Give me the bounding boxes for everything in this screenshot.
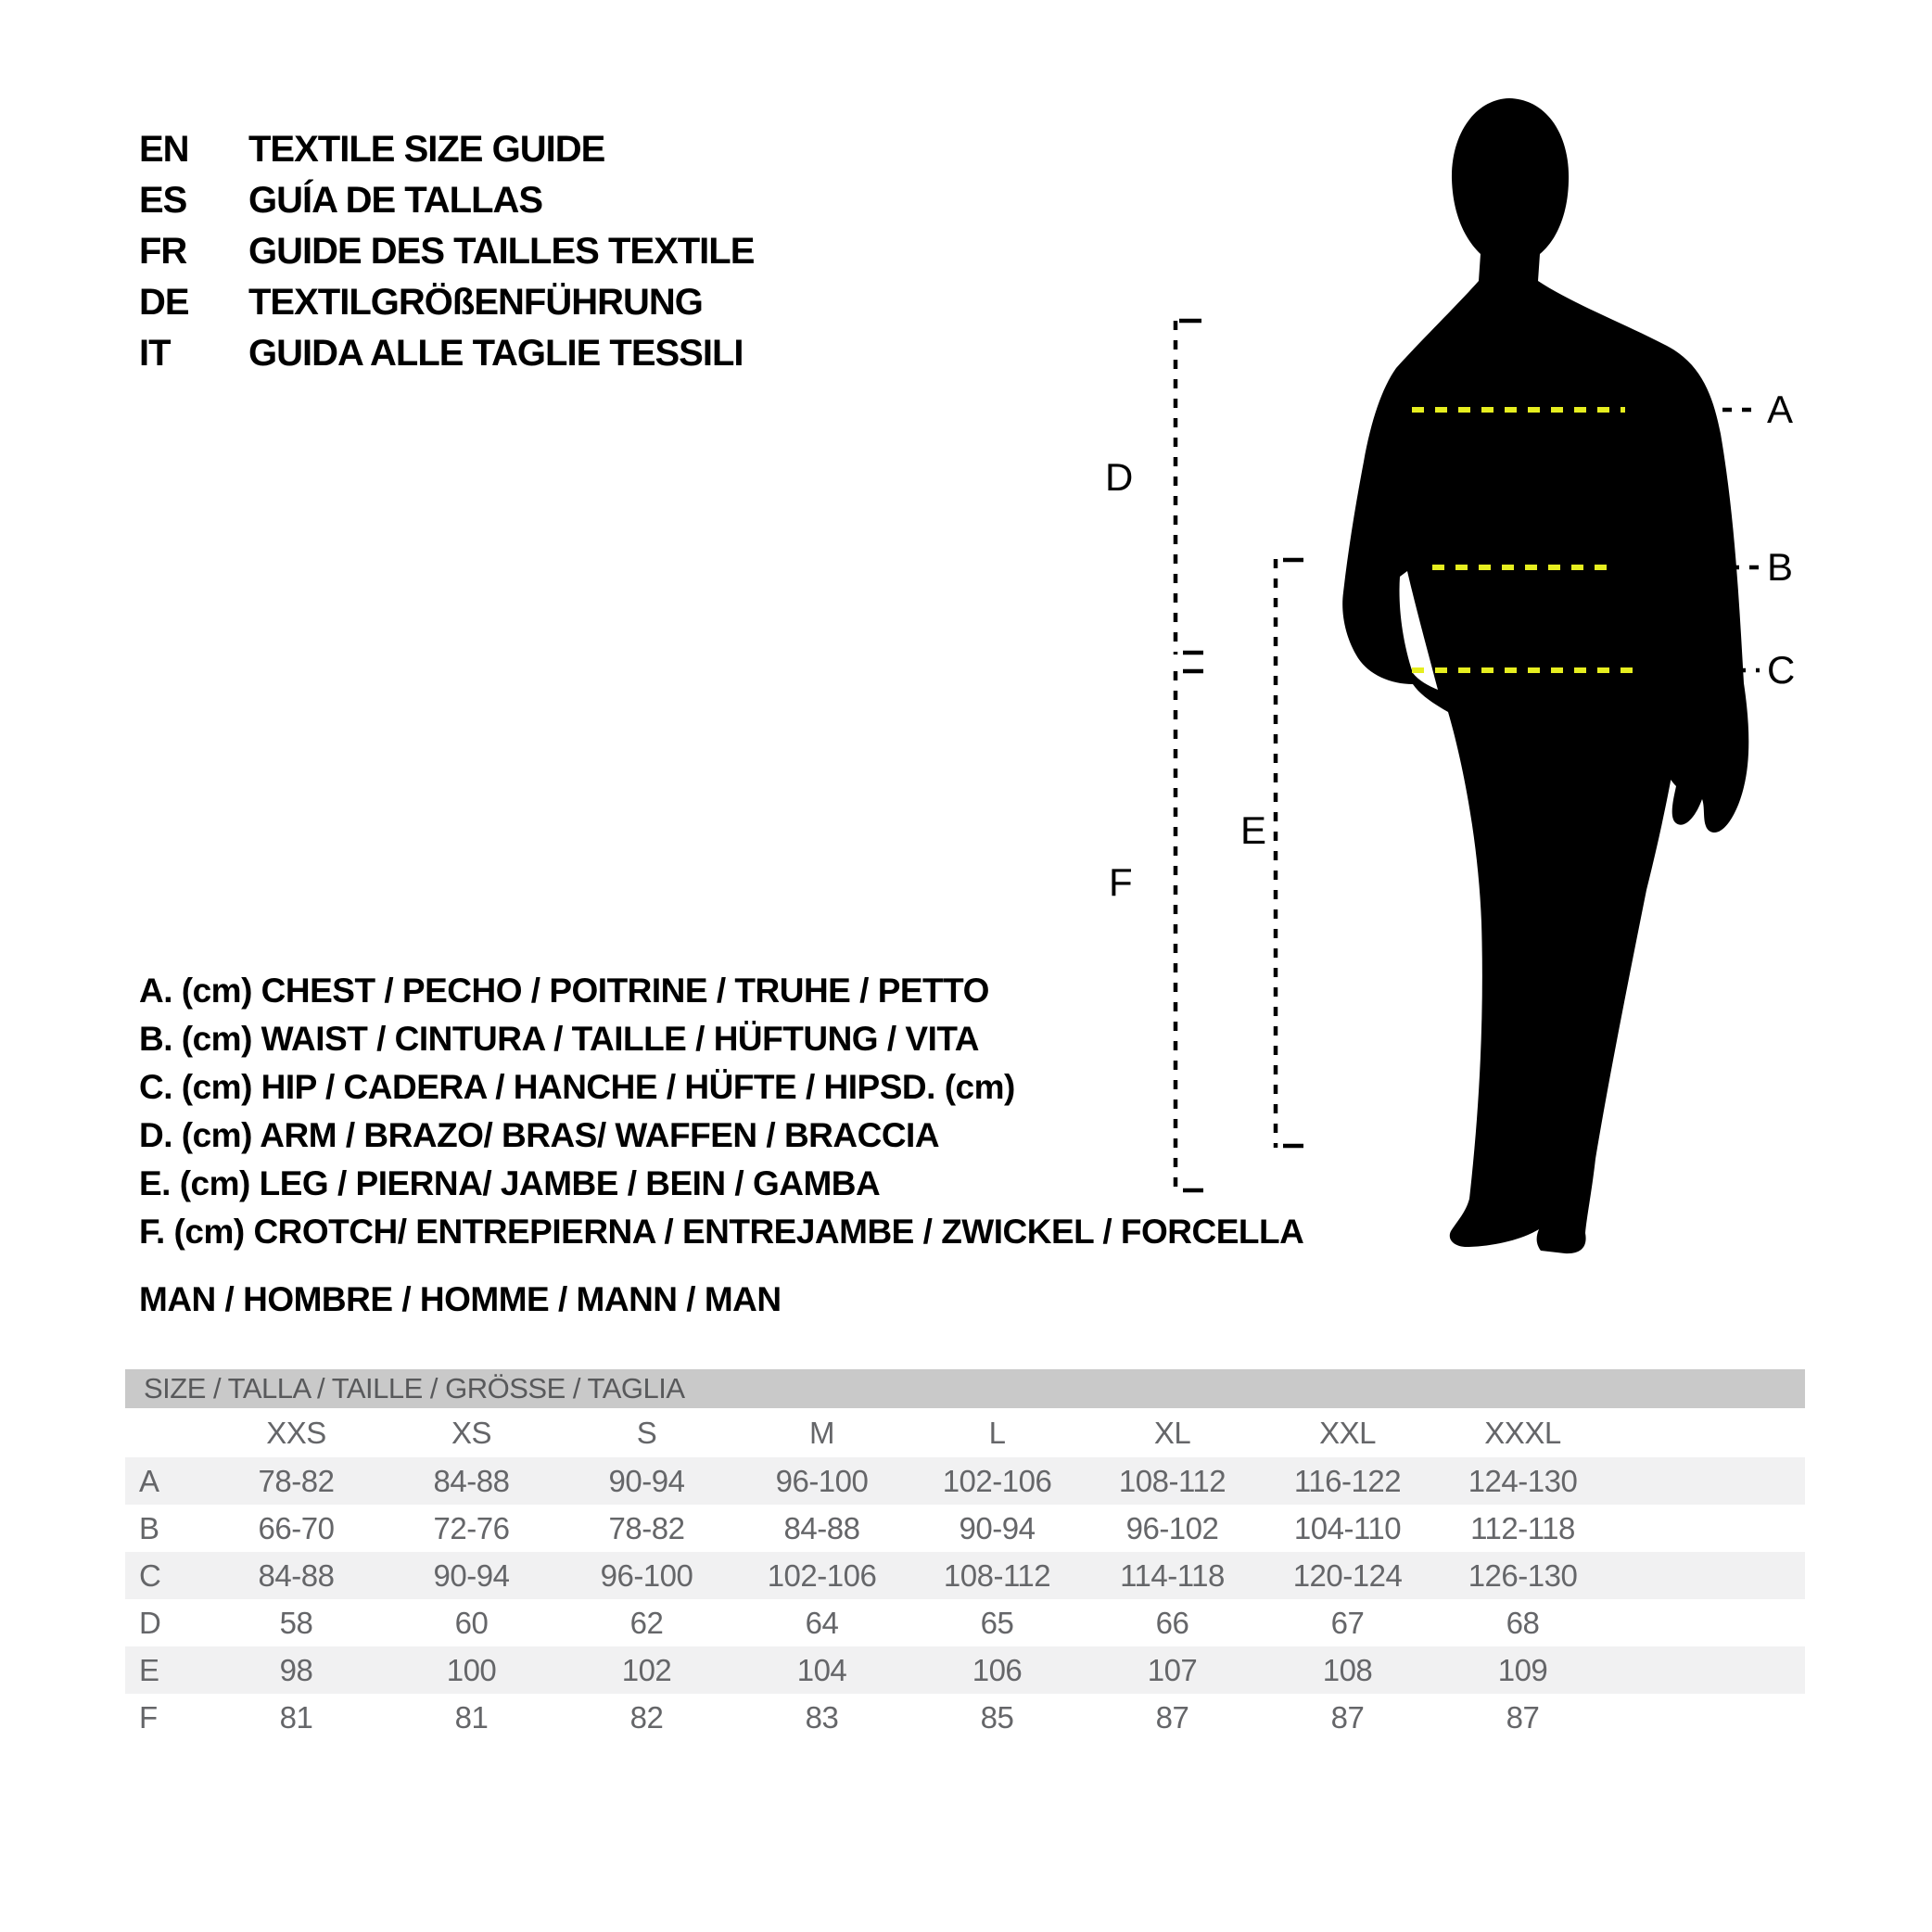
figure-label-hip: C [1767,648,1795,692]
row-label: C [139,1558,161,1593]
table-row-crotch [125,1694,1805,1741]
figure-label-waist: B [1767,545,1793,589]
table-cell-empty [1610,1457,1805,1505]
table-cell: 66 [1155,1606,1189,1640]
table-cell: 107 [1147,1653,1198,1687]
table-cell: 120-124 [1292,1558,1403,1593]
table-cell: 81 [454,1700,489,1735]
table-cell: 78-82 [258,1464,335,1498]
table-cell: 84-88 [783,1511,860,1545]
table-cell: 126-130 [1468,1558,1578,1593]
size-col-xxs: XXS [266,1416,326,1450]
size-col-xxxl: XXXL [1484,1416,1561,1450]
table-row-leg [125,1646,1805,1694]
table-cell-empty [1610,1599,1805,1646]
table-row-chest [125,1457,1805,1505]
table-cell: 66-70 [258,1511,335,1545]
table-cell: 72-76 [433,1511,510,1545]
table-cell: 108-112 [943,1558,1051,1593]
table-cell: 65 [980,1606,1014,1640]
language-code: DE [139,282,189,323]
row-label: B [139,1511,159,1545]
table-cell: 82 [629,1700,664,1735]
table-cell: 90-94 [959,1511,1036,1545]
figure-label-arm: D [1105,455,1133,499]
figure-label-chest: A [1767,388,1793,431]
legend-waist: B. (cm) WAIST / CINTURA / TAILLE / HÜFTUNG / VITA [139,1020,979,1058]
figure-label-crotch: F [1109,860,1132,904]
table-cell: 60 [454,1606,489,1640]
guide-title: TEXTILGRÖßENFÜHRUNG [248,282,703,323]
table-cell: 96-102 [1125,1511,1219,1545]
size-col-m: M [809,1416,834,1450]
guide-title: GUIDE DES TAILLES TEXTILE [248,231,755,272]
size-col-xs: XS [451,1416,492,1450]
table-cell: 58 [279,1606,313,1640]
table-cell: 81 [279,1700,313,1735]
table-cell: 87 [1506,1700,1540,1735]
table-cell: 104 [796,1653,847,1687]
table-cell: 84-88 [258,1558,335,1593]
table-cell: 106 [972,1653,1023,1687]
table-cell: 100 [446,1653,497,1687]
language-code: FR [139,231,187,272]
table-cell: 102-106 [767,1558,877,1593]
table-cell: 116-122 [1293,1464,1402,1498]
table-cell-empty [125,1408,209,1457]
size-col-xxl: XXL [1319,1416,1376,1450]
table-cell: 102-106 [942,1464,1052,1498]
table-cell: 104-110 [1293,1511,1402,1545]
table-cell: 84-88 [433,1464,510,1498]
legend-leg: E. (cm) LEG / PIERNA/ JAMBE / BEIN / GAMBA [139,1164,881,1202]
table-row-waist [125,1505,1805,1552]
table-cell: 98 [279,1653,313,1687]
size-col-l: L [988,1416,1006,1450]
table-cell: 108-112 [1118,1464,1227,1498]
table-cell: 87 [1330,1700,1365,1735]
table-cell: 67 [1330,1606,1365,1640]
size-header-row [125,1408,1805,1457]
table-cell: 78-82 [608,1511,685,1545]
legend-chest: A. (cm) CHEST / PECHO / POITRINE / TRUHE / PETTO [139,972,989,1010]
size-col-s: S [636,1416,657,1450]
table-cell-empty [1610,1646,1805,1694]
table-row-arm [125,1599,1805,1646]
table-cell: 96-100 [775,1464,869,1498]
table-cell: 62 [629,1606,664,1640]
table-cell: 83 [805,1700,839,1735]
language-code: EN [139,129,189,170]
guide-title: GUIDA ALLE TAGLIE TESSILI [248,333,744,374]
size-col-xl: XL [1153,1416,1191,1450]
table-cell: 124-130 [1468,1464,1578,1498]
table-cell: 112-118 [1470,1511,1575,1545]
row-label: D [139,1606,161,1640]
figure-label-leg: E [1240,808,1266,852]
table-cell-empty [1610,1505,1805,1552]
table-cell-empty [1610,1552,1805,1599]
legend-hip: C. (cm) HIP / CADERA / HANCHE / HÜFTE / HIPSD. (cm) [139,1068,1015,1106]
guide-title: TEXTILE SIZE GUIDE [248,129,605,170]
row-label: A [139,1464,159,1498]
table-cell: 90-94 [433,1558,510,1593]
table-cell: 96-100 [600,1558,693,1593]
table-cell: 64 [805,1606,839,1640]
table-cell: 114-118 [1120,1558,1225,1593]
table-cell-empty [1610,1408,1805,1457]
table-cell-empty [1610,1694,1805,1741]
size-table [125,1369,1805,1741]
table-cell: 102 [621,1653,672,1687]
language-code: IT [139,333,171,374]
table-cell: 90-94 [608,1464,685,1498]
table-cell: 108 [1322,1653,1373,1687]
table-row-hip [125,1552,1805,1599]
table-cell: 87 [1155,1700,1189,1735]
legend-arm: D. (cm) ARM / BRAZO/ BRAS/ WAFFEN / BRACCIA [139,1116,940,1154]
table-cell: 85 [980,1700,1014,1735]
size-table-header: SIZE / TALLA / TAILLE / GRÖSSE / TAGLIA [125,1369,1805,1408]
measurement-legend [139,967,1303,1256]
row-label: E [139,1653,159,1687]
guide-title: GUÍA DE TALLAS [248,180,543,221]
category-man-line: MAN / HOMBRE / HOMME / MANN / MAN [139,1280,782,1318]
male-silhouette [1342,98,1748,1253]
table-cell: 68 [1506,1606,1540,1640]
table-cell: 109 [1497,1653,1548,1687]
language-code: ES [139,180,187,221]
legend-crotch: F. (cm) CROTCH/ ENTREPIERNA / ENTREJAMBE / ZWICKEL / FORCELLA [139,1213,1304,1251]
row-label: F [139,1700,158,1735]
